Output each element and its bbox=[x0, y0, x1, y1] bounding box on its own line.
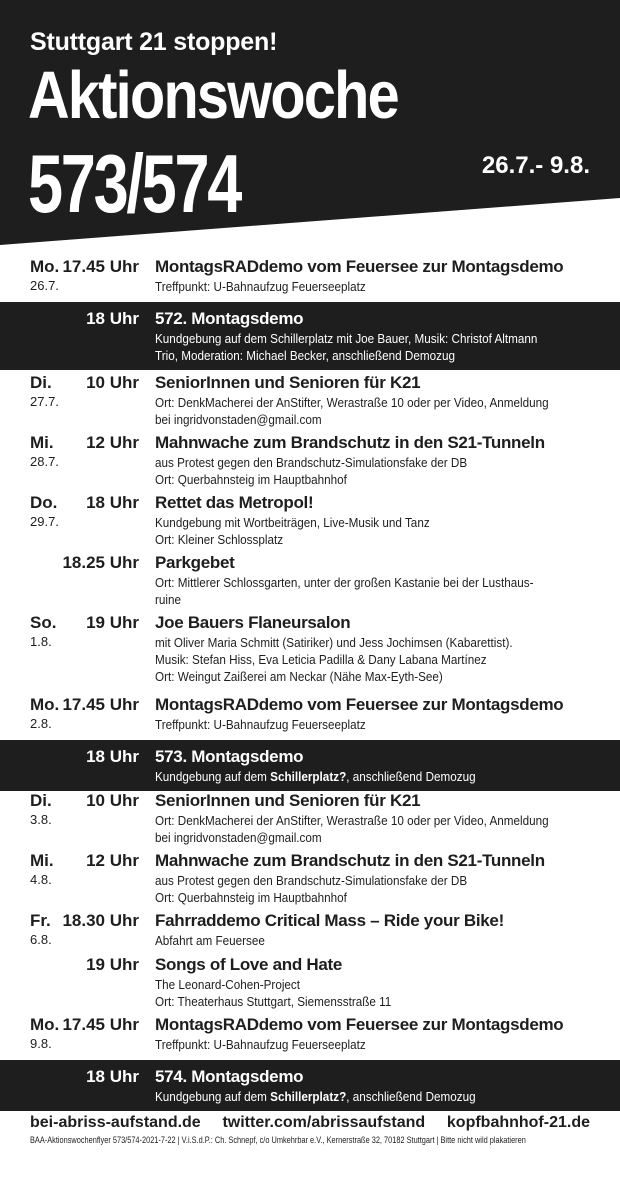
event-details bbox=[155, 850, 620, 906]
footer-links bbox=[30, 1114, 590, 1132]
event-row bbox=[0, 612, 620, 685]
event-time: 18 Uhr bbox=[86, 493, 139, 512]
event-title: SeniorInnen und Senioren für K21 bbox=[155, 373, 421, 392]
event-title: MontagsRADdemo vom Feuersee zur Montagsdemo bbox=[155, 695, 564, 714]
event-date: 1.8. bbox=[30, 634, 52, 649]
event-title: MontagsRADdemo vom Feuersee zur Montagsdemo bbox=[155, 257, 564, 276]
event-time: 18 Uhr bbox=[86, 309, 139, 328]
event-title: Songs of Love and Hate bbox=[155, 955, 343, 974]
event-day: Mo. bbox=[30, 1015, 60, 1034]
event-time: 18.25 Uhr bbox=[62, 553, 139, 572]
event-day: Mo. bbox=[30, 257, 60, 276]
event-detail-line: Ort: Theaterhaus Stuttgart, Siemensstraße 11 bbox=[155, 994, 392, 1009]
event-title: 572. Montagsdemo bbox=[155, 309, 304, 328]
detail-location-bold: Schillerplatz? bbox=[270, 769, 347, 784]
event-date: 26.7. bbox=[30, 278, 59, 293]
header-number: 573/574 bbox=[28, 137, 241, 230]
event-date: 6.8. bbox=[30, 932, 52, 947]
event-details bbox=[155, 308, 620, 364]
event-detail-line bbox=[155, 768, 557, 785]
event-detail-line: Kundgebung auf dem Schillerplatz mit Joe Bauer, Musik: Christof Altmann bbox=[155, 331, 538, 346]
event-details bbox=[155, 1014, 620, 1053]
event-title: 574. Montagsdemo bbox=[155, 1067, 304, 1086]
event-row-highlight bbox=[0, 1060, 620, 1111]
event-time: 18 Uhr bbox=[86, 747, 139, 766]
footer-link-twitter[interactable]: twitter.com/abrissaufstand bbox=[222, 1114, 426, 1131]
event-detail-line: Musik: Stefan Hiss, Eva Leticia Padilla & Dany Labana Martínez bbox=[155, 652, 487, 667]
event-time: 12 Uhr bbox=[86, 433, 139, 452]
event-detail-line: Ort: Weingut Zaißerei am Neckar (Nähe Max-Eyth-See) bbox=[155, 669, 443, 684]
event-title: Mahnwache zum Brandschutz in den S21-Tunneln bbox=[155, 851, 545, 870]
event-title: Fahrraddemo Critical Mass – Ride your Bike! bbox=[155, 911, 504, 930]
event-title: Parkgebet bbox=[155, 553, 235, 572]
event-date: 29.7. bbox=[30, 514, 59, 529]
event-row-highlight bbox=[0, 740, 620, 791]
event-detail-line: Abfahrt am Feuersee bbox=[155, 933, 265, 948]
event-title: SeniorInnen und Senioren für K21 bbox=[155, 791, 421, 810]
detail-text: Kundgebung auf dem bbox=[155, 1089, 271, 1104]
event-detail-line: aus Protest gegen den Brandschutz-Simulationsfake der DB bbox=[155, 873, 468, 888]
event-detail-line: Trio, Moderation: Michael Becker, anschließend Demozug bbox=[155, 348, 456, 363]
event-detail-line: Ort: Kleiner Schlossplatz bbox=[155, 532, 284, 547]
event-details bbox=[155, 746, 620, 785]
event-time: 12 Uhr bbox=[86, 851, 139, 870]
event-detail-line: bei ingridvonstaden@gmail.com bbox=[155, 412, 322, 427]
event-row bbox=[0, 372, 620, 428]
event-date: 3.8. bbox=[30, 812, 52, 827]
footer-link-kopfbahnhof[interactable]: kopfbahnhof-21.de bbox=[446, 1114, 590, 1131]
detail-text: , anschließend Demozug bbox=[346, 769, 476, 784]
event-time: 10 Uhr bbox=[86, 373, 139, 392]
event-day: Di. bbox=[30, 373, 52, 392]
event-day: Mi. bbox=[30, 433, 54, 452]
event-details bbox=[155, 372, 620, 428]
event-time: 17.45 Uhr bbox=[62, 257, 139, 276]
event-detail-line: aus Protest gegen den Brandschutz-Simulationsfake der DB bbox=[155, 455, 468, 470]
event-row bbox=[0, 492, 620, 548]
event-date: 9.8. bbox=[30, 1036, 52, 1051]
event-details bbox=[155, 910, 620, 949]
event-detail-line: mit Oliver Maria Schmitt (Satiriker) und Jess Jochimsen (Kabarettist). bbox=[155, 635, 513, 650]
detail-location-bold: Schillerplatz? bbox=[270, 1089, 347, 1104]
event-row bbox=[0, 256, 620, 295]
event-detail-line: ruine bbox=[155, 592, 182, 607]
event-detail-line: Treffpunkt: U-Bahnaufzug Feuerseeplatz bbox=[155, 717, 366, 732]
event-row bbox=[0, 1014, 620, 1053]
event-day: Di. bbox=[30, 791, 52, 810]
detail-text: Kundgebung auf dem bbox=[155, 769, 271, 784]
event-time: 18 Uhr bbox=[86, 1067, 139, 1086]
event-title: Mahnwache zum Brandschutz in den S21-Tunneln bbox=[155, 433, 545, 452]
event-day: Do. bbox=[30, 493, 58, 512]
event-day: So. bbox=[30, 613, 57, 632]
flyer-header bbox=[0, 0, 620, 245]
event-time: 10 Uhr bbox=[86, 791, 139, 810]
event-detail-line bbox=[155, 1088, 557, 1105]
event-title: MontagsRADdemo vom Feuersee zur Montagsdemo bbox=[155, 1015, 564, 1034]
event-detail-line: Ort: DenkMacherei der AnStifter, Werastraße 10 oder per Video, Anmeldung bbox=[155, 813, 549, 828]
event-detail-line: Treffpunkt: U-Bahnaufzug Feuerseeplatz bbox=[155, 279, 366, 294]
event-row bbox=[0, 790, 620, 846]
event-time: 17.45 Uhr bbox=[62, 1015, 139, 1034]
event-details bbox=[155, 432, 620, 488]
event-title: Rettet das Metropol! bbox=[155, 493, 314, 512]
header-title: Aktionswoche bbox=[28, 58, 398, 133]
footer-link-bei-abriss-aufstand[interactable]: bei-abriss-aufstand.de bbox=[30, 1114, 201, 1131]
event-title: 573. Montagsdemo bbox=[155, 747, 304, 766]
event-time: 19 Uhr bbox=[86, 955, 139, 974]
event-details bbox=[155, 790, 620, 846]
detail-text: , anschließend Demozug bbox=[346, 1089, 476, 1104]
event-row bbox=[0, 552, 620, 608]
footer-imprint: BAA-Aktionswochenflyer 573/574-2021-7-22 | V.i.S.d.P.: Ch. Schnepf, c/o Umkehrbar e.V., Kernerstraße 32, 70182 Stuttgart | Bitte nicht wild plakatieren bbox=[30, 1135, 526, 1145]
event-row bbox=[0, 954, 620, 1010]
event-time: 17.45 Uhr bbox=[62, 695, 139, 714]
event-row bbox=[0, 694, 620, 733]
event-detail-line: The Leonard-Cohen-Project bbox=[155, 977, 301, 992]
event-detail-line: Ort: Querbahnsteig im Hauptbahnhof bbox=[155, 890, 347, 905]
event-row bbox=[0, 850, 620, 906]
event-row-highlight bbox=[0, 302, 620, 370]
event-row bbox=[0, 910, 620, 949]
event-day: Mo. bbox=[30, 695, 60, 714]
header-date-range: 26.7.- 9.8. bbox=[481, 152, 590, 179]
event-time: 19 Uhr bbox=[86, 613, 139, 632]
event-details bbox=[155, 1066, 620, 1105]
event-detail-line: Ort: Mittlerer Schlossgarten, unter der großen Kastanie bei der Lusthaus- bbox=[155, 575, 534, 590]
event-date: 4.8. bbox=[30, 872, 52, 887]
event-date: 27.7. bbox=[30, 394, 59, 409]
event-detail-line: Treffpunkt: U-Bahnaufzug Feuerseeplatz bbox=[155, 1037, 366, 1052]
event-details bbox=[155, 612, 620, 685]
event-details bbox=[155, 256, 620, 295]
event-details bbox=[155, 492, 620, 548]
event-detail-line: Kundgebung mit Wortbeiträgen, Live-Musik und Tanz bbox=[155, 515, 430, 530]
event-details bbox=[155, 552, 620, 608]
event-day: Mi. bbox=[30, 851, 54, 870]
event-row bbox=[0, 432, 620, 488]
event-date: 2.8. bbox=[30, 716, 52, 731]
event-date: 28.7. bbox=[30, 454, 59, 469]
event-time: 18.30 Uhr bbox=[62, 911, 139, 930]
event-detail-line: Ort: Querbahnsteig im Hauptbahnhof bbox=[155, 472, 347, 487]
event-details bbox=[155, 954, 620, 1010]
event-detail-line: Ort: DenkMacherei der AnStifter, Werastraße 10 oder per Video, Anmeldung bbox=[155, 395, 549, 410]
event-day: Fr. bbox=[30, 911, 51, 930]
event-detail-line: bei ingridvonstaden@gmail.com bbox=[155, 830, 322, 845]
event-title: Joe Bauers Flaneursalon bbox=[155, 613, 351, 632]
header-kicker: Stuttgart 21 stoppen! bbox=[30, 28, 278, 56]
event-details bbox=[155, 694, 620, 733]
